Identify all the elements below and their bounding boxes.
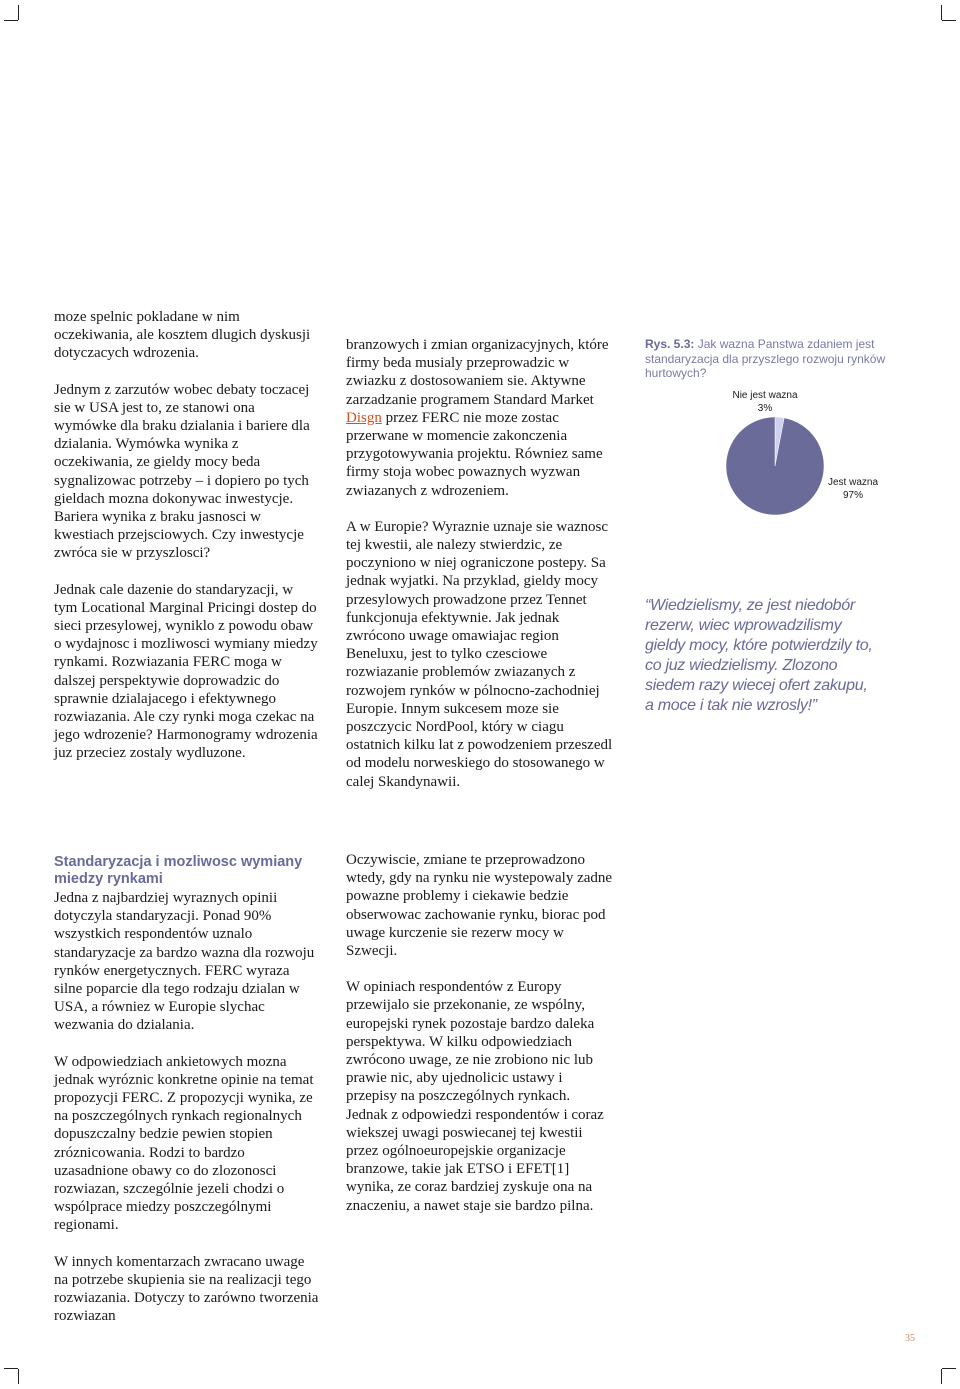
- crop-mark: [18, 5, 19, 20]
- column-1-upper: [54, 308, 319, 781]
- crop-mark: [4, 1368, 18, 1369]
- crop-mark: [941, 5, 942, 20]
- paragraph: W odpowiedziach ankietowych mozna jednak wyróznic konkretne opinie na temat propozycji FERC. Z propozycji wynika, ze na poszczególnych rynkach regionalnych dopuszczalny bedzie pewien stopien zróznicowania. Rodzi to bardzo uzasadnione obawy co do zlozonosci rozwiazan, szczególnie jezeli chodzi o wspólprace miedzy poszczególnymi regionami.: [54, 1053, 314, 1234]
- quote-text: “Wiedzielismy, ze jest niedobór rezerw, wiec wprowadzilismy gieldy mocy, które potwierdzily to, co juz wiedzielismy. Zlozono siedem razy wiecej ofert zakupu, a moce i tak nie wzrosly!”: [645, 597, 873, 714]
- pie-label-not-important: [715, 389, 815, 415]
- paragraph: Jednak cale dazenie do standaryzacji, w tym Locational Marginal Pricingi dostep do sieci przesylowej, wyniklo z powodu obaw o wydajnosc i mozliwosci wymiany miedzy rynkami. Rozwiazania FERC moga w dalszej perspektywie doprowadzic do sprawnie dzialajacego i efektywnego rozwiazania. Ale czy rynki moga czekac na jego wdrozenie? Harmonogramy wdrozenia juz przeciez zostaly wydluzone.: [54, 581, 318, 762]
- pie-category-label: Jest wazna: [827, 477, 879, 488]
- pie-slice-not-important: [775, 417, 784, 466]
- paragraph: W innych komentarzach zwracano uwage na potrzebe skupienia sie na realizacji tego rozwiazania. Dotyczy to zarówno tworzenia rozwiazan: [54, 1253, 319, 1325]
- paragraph: A w Europie? Wyraznie uznaje sie waznosc tej kwestii, ale nalezy stwierdzic, ze poczyniono w niej ograniczone postepy. Sa jednak wyjatki. Na przyklad, gieldy mocy przesylowych prowadzone przez Tennet funkcjonuja efektywnie. Jak jednak zwrócono uwage omawiajac region Beneluxu, jest to tylko czesciowe rozwiazanie problemów zwiazanych z rozwojem rynków w pólnocno-zachodniej Europie. Innym sukcesem moze sie poszczycic NordPool, który w ciagu ostatnich kilku lat z powodzeniem przeszedl od modelu norweskiego do stosowanego w calej Skandynawii.: [346, 518, 613, 790]
- crop-mark: [942, 1368, 956, 1369]
- figure-caption-text: Jak wazna Panstwa zdaniem jest standaryzacja dla przyszlego rozwoju rynków hurtowych?: [645, 337, 886, 380]
- crop-mark: [18, 1369, 19, 1384]
- page-number: 35: [905, 1333, 915, 1344]
- column-2-upper: [346, 336, 614, 809]
- column-1-lower: [54, 854, 319, 1343]
- pie-label-important: [808, 476, 898, 502]
- section-heading: Standaryzacja i mozliwosc wymiany miedzy rynkami: [54, 854, 303, 887]
- figure-caption: [645, 337, 910, 381]
- crop-mark: [941, 1369, 942, 1384]
- paragraph-text: branzowych i zmian organizacyjnych, które firmy beda musialy przeprowadzic w zwiazku z dostosowaniem sie. Aktywne zarzadzanie programem Standard Market: [346, 337, 609, 408]
- pie-category-label: Nie jest wazna: [732, 390, 798, 401]
- crop-mark: [942, 20, 956, 21]
- paragraph: W opiniach respondentów z Europy przewijalo sie przekonanie, ze wspólny, europejski rynek pozostaje bardzo daleka perspektywa. W kilku odpowiedziach zwrócono uwage, ze nie zrobiono nic lub prawie nic, aby ujednolicic ustawy i przepisy na poszczególnych rynkach. Jednak z odpowiedzi respondentów i coraz wiekszej uwagi poswiecanej tej kwestii przez ogólnoeuropejskie organizacje branzowe, takie jak ETSO i EFET[1] wynika, ze coraz bardziej zyskuje ona na znaczeniu, a nawet staje sie bardzo pilna.: [346, 979, 604, 1214]
- crop-mark: [4, 20, 18, 21]
- paragraph: Jednym z zarzutów wobec debaty toczacej sie w USA jest to, ze stanowi ona wymówke dla braku dzialania i bariere dla dzialania. Wymówka wynika z oczekiwania, ze gieldy mocy beda sygnalizowac potrzeby – i dopiero po tych gieldach mozna dokonywac inwestycje. Bariera wynika z braku jasnosci w kwestiach przejsciowych. Czy inwestycje zwróca sie w przyszlosci?: [54, 381, 310, 562]
- pie-value-label: 3%: [757, 403, 773, 414]
- paragraph: Jedna z najbardziej wyraznych opinii dotyczyla standaryzacji. Ponad 90% wszystkich respondentów uznalo standaryzacje za bardzo wazna dla rozwoju rynków energetycznych. FERC wyraza silne poparcie dla tego rodzaju dzialan w USA, a równiez w Europie slychac wezwania do dzialania.: [54, 890, 315, 1034]
- disgn-link[interactable]: Disgn: [346, 409, 382, 426]
- paragraph-text: przez FERC nie moze zostac przerwane w momencie zakonczenia przygotowywania projektu. Równiez same firmy stoja wobec powaznych wyzwan zwiazanych z wdrozeniem.: [346, 409, 603, 499]
- paragraph: [346, 336, 614, 500]
- figure-label: Rys. 5.3:: [645, 337, 695, 351]
- pie-value-label: 97%: [842, 490, 863, 501]
- column-2-lower: [346, 851, 614, 1233]
- paragraph: Oczywiscie, zmiane te przeprowadzono wtedy, gdy na rynku nie wystepowaly zadne powazne problemy i ciekawie bedzie obserwowac zachowanie rynku, biorac pod uwage kurczenie sie rezerw mocy w Szwecji.: [346, 852, 613, 960]
- pull-quote: [645, 596, 875, 716]
- paragraph: moze spelnic pokladane w nim oczekiwania, ale kosztem dlugich dyskusji dotyczacych wdrozenia.: [54, 309, 311, 362]
